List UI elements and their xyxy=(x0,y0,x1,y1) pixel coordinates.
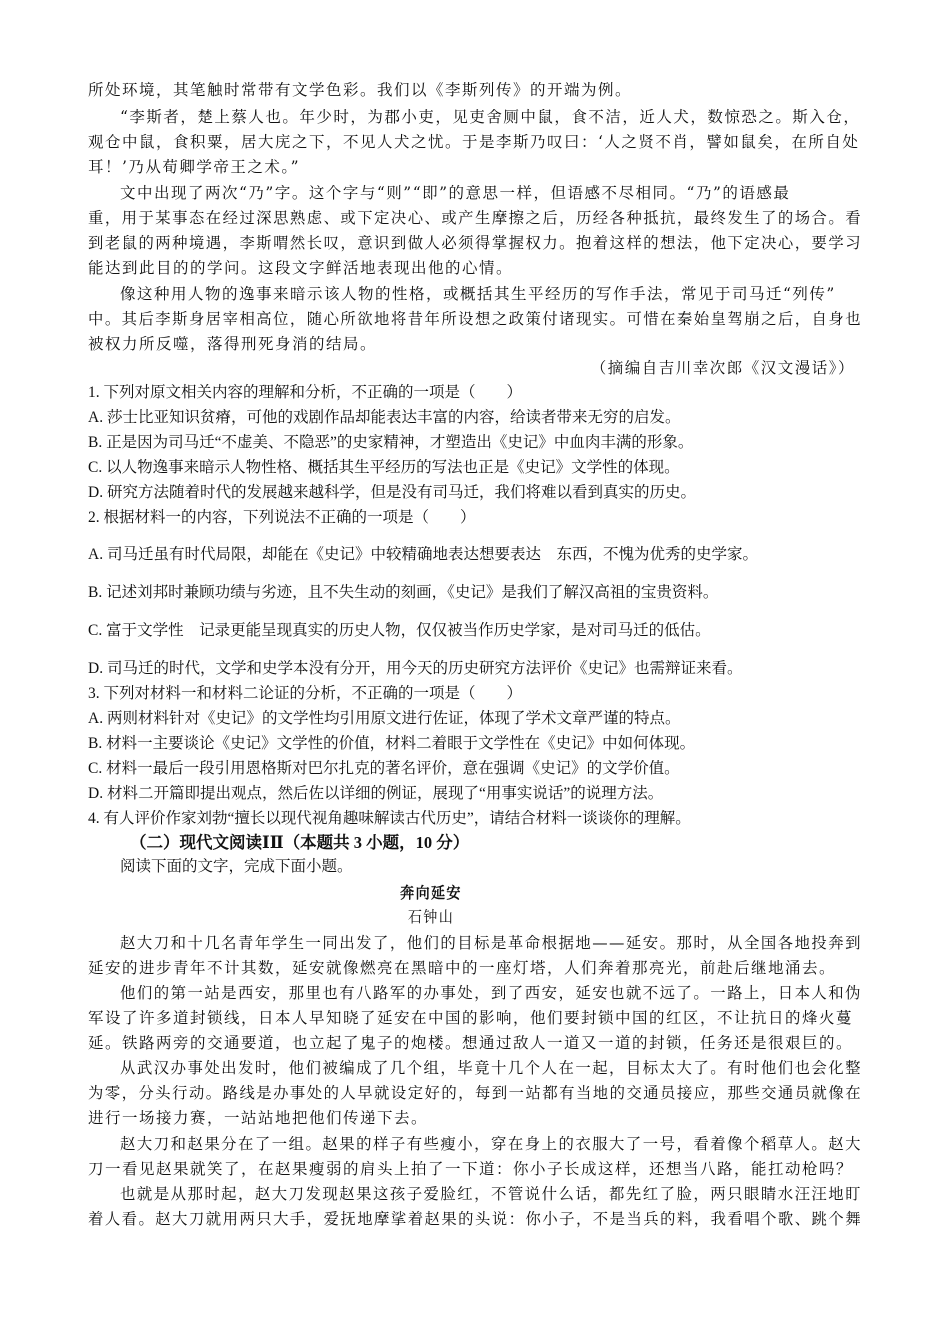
article-line: 从武汉办事处出发时，他们被编成了几个组，毕竟十几个人在一起，目标太大了。有时他们也会化整 xyxy=(120,1059,863,1077)
question-4-stem: 4. 有人评价作家刘勃“擅长以现代视角趣味解读古代历史”，请结合材料一谈谈你的理解。 xyxy=(88,810,691,827)
passage-line: 被权力所反噬，落得刑死身消的结局。 xyxy=(88,335,378,353)
passage-line: 耳！’乃从荀卿学帝王之术。” xyxy=(88,158,301,176)
question-1-option-b: B. 正是因为司马迁“不虚美、不隐恶”的史家精神，才塑造出《史记》中血肉丰满的形象。 xyxy=(88,434,694,451)
article-line: 进行一场接力赛，一站站地把他们传递下去。 xyxy=(88,1109,429,1127)
question-2-option-b: B. 记述刘邦时兼顾功绩与劣迹，且不失生动的刻画，《史记》是我们了解汉高祖的宝贵资料。 xyxy=(88,584,719,601)
passage-line: 到老鼠的两种境遇，李斯喟然长叹，意识到做人必须得掌握权力。抱着这样的想法，他下定决心，要学习 xyxy=(88,234,863,252)
article-line: 他们的第一站是西安，那里也有八路军的办事处，到了西安，延安也就不远了。一路上，日本人和伪 xyxy=(120,984,863,1002)
question-1-stem: 1. 下列对原文相关内容的理解和分析，不正确的一项是（ ） xyxy=(88,384,523,401)
question-2-stem: 2. 根据材料一的内容，下列说法不正确的一项是（ ） xyxy=(88,509,476,526)
question-2-option-c: C. 富于文学性 记录更能呈现真实的历史人物，仅仅被当作历史学家，是对司马迁的低估。 xyxy=(88,622,711,639)
article-line: 赵大刀和十几名青年学生一同出发了，他们的目标是革命根据地——延安。那时，从全国各地投奔到 xyxy=(120,934,863,952)
section-heading: （二）现代文阅读ⅠⅡ（本题共 3 小题，10 分） xyxy=(130,833,470,852)
passage-line: 重，用于某事态在经过深思熟虑、或下定决心、或产生摩擦之后，历经各种抵抗，最终发生了的场合。看 xyxy=(88,209,863,227)
article-line: 赵大刀和赵果分在了一组。赵果的样子有些瘦小，穿在身上的衣服大了一号，看着像个稻草人。赵大 xyxy=(120,1135,863,1153)
passage-line: “李斯者，楚上蔡人也。年少时，为郡小吏，见吏舍厕中鼠，食不洁，近人犬，数惊恐之。斯入仓， xyxy=(120,108,861,126)
article-line: 也就是从那时起，赵大刀发现赵果这孩子爱脸红，不管说什么话，都先红了脸，两只眼睛水汪汪地盯 xyxy=(120,1185,863,1203)
passage-line: 所处环境，其笔触时常带有文学色彩。我们以《李斯列传》的开端为例。 xyxy=(88,81,633,99)
passage-line: 中。其后李斯身居宰相高位，随心所欲地将昔年所设想之政策付诸现实。可惜在秦始皇驾崩之后，自身也 xyxy=(88,310,863,328)
passage-source: （摘编自吉川幸次郎《汉文漫话》） xyxy=(590,359,855,377)
article-line: 刀一看见赵果就笑了，在赵果瘦弱的肩头上拍了一下道：你小子长成这样，还想当八路，能扛动枪吗？ xyxy=(88,1160,854,1178)
article-line: 着人看。赵大刀就用两只大手，爱抚地摩挲着赵果的头说：你小子，不是当兵的料，我看唱个歌、跳个舞 xyxy=(88,1210,863,1228)
article-line: 军设了许多道封锁线，日本人早知晓了延安在中国的影响，他们要封锁中国的红区，不让抗日的烽火蔓 xyxy=(88,1009,854,1027)
question-2-option-a: A. 司马迁虽有时代局限，却能在《史记》中较精确地表达想要表达 东西，不愧为优秀的史学家。 xyxy=(88,546,758,563)
passage-line: 文中出现了两次“乃”字。这个字与“则”“即”的意思一样，但语感不尽相同。“乃”的语感最 xyxy=(120,184,791,202)
question-1-option-c: C. 以人物逸事来暗示人物性格、概括其生平经历的写法也正是《史记》文学性的体现。 xyxy=(88,459,680,476)
question-2-option-d: D. 司马迁的时代，文学和史学本没有分开，用今天的历史研究方法评价《史记》也需辩证来看。 xyxy=(88,660,743,677)
passage-line: 像这种用人物的逸事来暗示该人物的性格，或概括其生平经历的写作手法，常见于司马迁“列传” xyxy=(120,285,836,303)
question-3-option-d: D. 材料二开篇即提出观点，然后佐以详细的例证，展现了“用事实说话”的说理方法。 xyxy=(88,785,664,802)
question-3-option-c: C. 材料一最后一段引用恩格斯对巴尔扎克的著名评价，意在强调《史记》的文学价值。 xyxy=(88,760,680,777)
passage-line: 能达到此目的的学问。这段文字鲜活地表现出他的心情。 xyxy=(88,259,514,277)
article-line: 为零，分头行动。路线是办事处的人早就设定好的，每到一站都有当地的交通员接应，那些交通员就像在 xyxy=(88,1084,863,1102)
passage-line: 观仓中鼠，食积粟，居大庑之下，不见人犬之忧。于是李斯乃叹曰：‘人之贤不肖，譬如鼠矣，在所自处 xyxy=(88,133,860,151)
question-1-option-a: A. 莎士比亚知识贫瘠，可他的戏剧作品却能表达丰富的内容，给读者带来无穷的启发。 xyxy=(88,409,681,426)
question-3-stem: 3. 下列对材料一和材料二论证的分析，不正确的一项是（ ） xyxy=(88,685,523,702)
article-line: 延安的进步青年不计其数，延安就像燃亮在黑暗中的一座灯塔，人们奔着那亮光，前赴后继地涌去。 xyxy=(88,959,837,977)
article-line: 延。铁路两旁的交通要道，也立起了鬼子的炮楼。想通过敌人一道又一道的封锁，任务还是很艰巨的。 xyxy=(88,1034,854,1052)
article-author: 石钟山 xyxy=(407,908,455,926)
article-title: 奔向延安 xyxy=(400,883,462,902)
question-3-option-a: A. 两则材料针对《史记》的文学性均引用原文进行佐证，体现了学术文章严谨的特点。 xyxy=(88,710,681,727)
section-instruction: 阅读下面的文字，完成下面小题。 xyxy=(120,858,353,875)
question-1-option-d: D. 研究方法随着时代的发展越来越科学，但是没有司马迁，我们将难以看到真实的历史。 xyxy=(88,484,696,501)
question-3-option-b: B. 材料一主要谈论《史记》文学性的价值，材料二着眼于文学性在《史记》中如何体现。 xyxy=(88,735,696,752)
